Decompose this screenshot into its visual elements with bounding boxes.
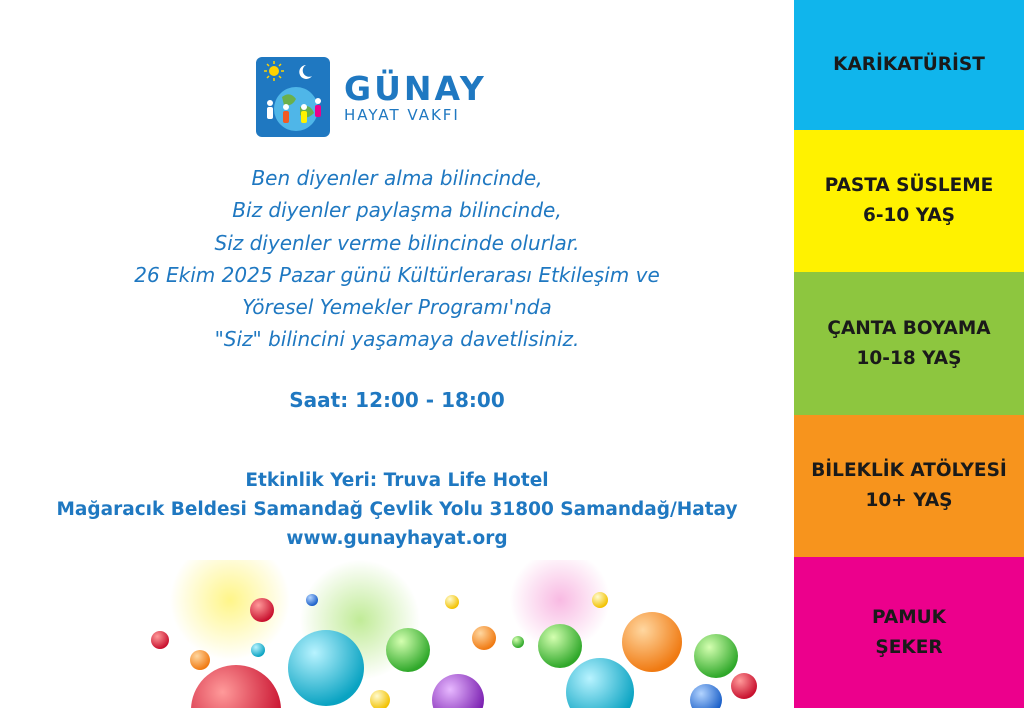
activity-title: PAMUK: [872, 606, 946, 628]
logo-name: GÜNAY: [344, 69, 487, 108]
website-link[interactable]: www.gunayhayat.org: [286, 528, 508, 549]
invitation-line: Ben diyenler alma bilincinde,: [251, 166, 543, 190]
venue-address: Mağaracık Beldesi Samandağ Çevlik Yolu 31800 Samandağ/Hatay: [56, 499, 738, 520]
event-time: Saat: 12:00 - 18:00: [289, 388, 505, 412]
activity-age: 6-10 YAŞ: [862, 205, 955, 226]
gunay-hayat-vakfi-logo: [256, 57, 487, 137]
invitation-text: [40, 162, 754, 356]
decorative-bubbles: [0, 560, 794, 708]
activity-bileklik-atolyesi: [794, 415, 1024, 557]
invitation-line: Yöresel Yemekler Programı'nda: [242, 295, 552, 320]
activity-karikaturist: [794, 0, 1024, 130]
activity-title: BİLEKLİK ATÖLYESİ: [811, 460, 1007, 481]
activities-sidebar: [794, 0, 1024, 708]
venue-name: Etkinlik Yeri: Truva Life Hotel: [245, 470, 549, 491]
activity-age: 10-18 YAŞ: [856, 347, 962, 369]
globe-children-icon: [256, 57, 330, 137]
invitation-line: Biz diyenler paylaşma bilincinde,: [232, 198, 562, 223]
activity-pasta-susleme: [794, 130, 1024, 272]
activity-title: ÇANTA BOYAMA: [827, 317, 991, 339]
logo-subtitle: HAYAT VAKFI: [344, 106, 460, 124]
activity-title: PASTA SÜSLEME: [824, 175, 994, 196]
activity-pamuk-seker: [794, 557, 1024, 708]
logo-text: [344, 71, 487, 123]
activity-title: KARİKATÜRİST: [833, 54, 985, 75]
activity-canta-boyama: [794, 272, 1024, 415]
invitation-line: 26 Ekim 2025 Pazar günü Kültürlerarası Etkileşim ve: [134, 262, 660, 287]
event-venue-block: [0, 466, 794, 553]
invitation-line: Siz diyenler verme bilincinde olurlar.: [214, 230, 580, 255]
activity-title-line2: ŞEKER: [875, 636, 943, 658]
invitation-line: "Siz" bilincini yaşamaya davetlisiniz.: [214, 327, 580, 352]
activity-age: 10+ YAŞ: [865, 490, 953, 511]
